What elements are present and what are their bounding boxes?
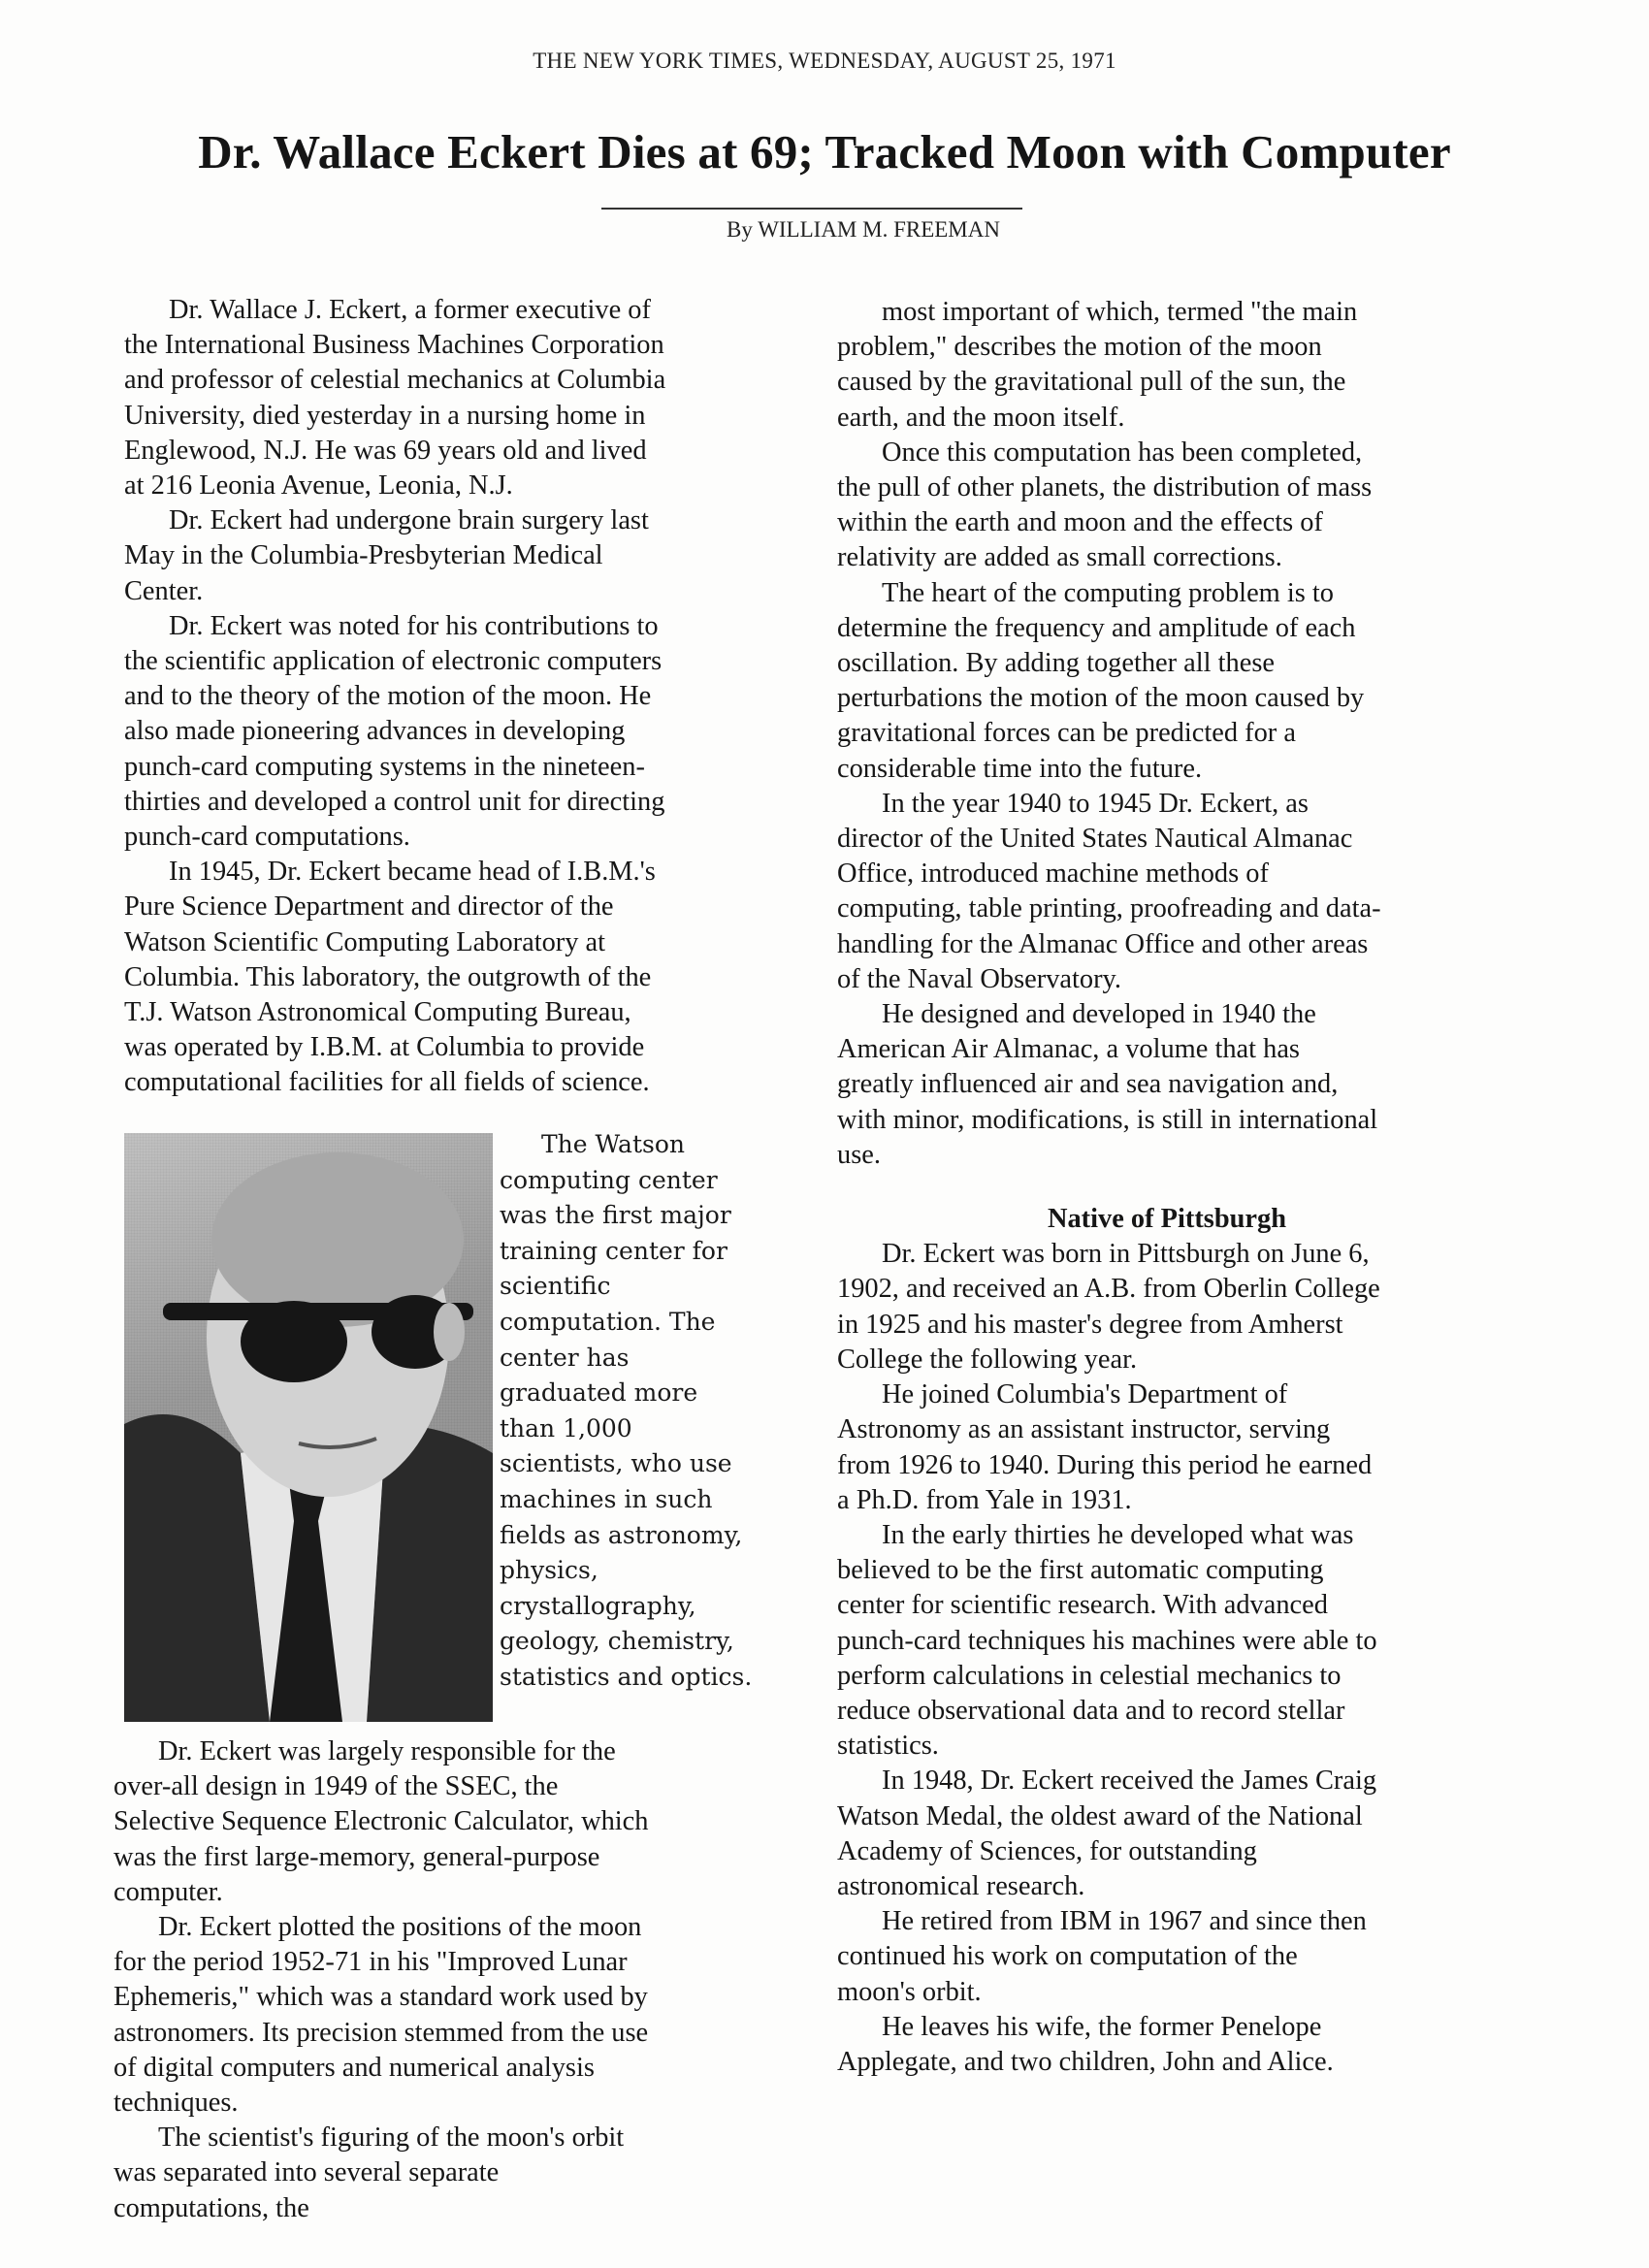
text-line: oscillation. By adding together all these (837, 648, 1275, 679)
text-line: with minor, modifications, is still in international (837, 1104, 1378, 1135)
text-line: continued his work on computation of the (837, 1941, 1298, 1972)
text-line: moon's orbit. (837, 1976, 982, 2007)
text-line: astronomers. Its precision stemmed from the use (113, 2017, 649, 2048)
text-line: Pure Science Department and director of the (124, 891, 614, 923)
text-line: for the period 1952-71 in his "Improved Lunar (113, 1947, 628, 1978)
text-line: In the early thirties he developed what was (882, 1519, 1354, 1550)
paragraph (113, 1910, 792, 2121)
portrait-photo (124, 1133, 493, 1722)
dateline: THE NEW YORK TIMES, WEDNESDAY, AUGUST 25, 1971 (533, 49, 1116, 73)
paragraph (837, 1518, 1497, 1764)
text-line: computational facilities for all fields of science. (124, 1067, 650, 1098)
text-line: problem," describes the motion of the moon (837, 332, 1322, 363)
paragraph (837, 436, 1497, 576)
paragraph (113, 1734, 792, 1910)
text-line: computation. The (500, 1307, 716, 1336)
text-line: Dr. Eckert was largely responsible for the (158, 1736, 616, 1766)
text-line: The Watson (541, 1130, 685, 1158)
paragraph (837, 1377, 1497, 1518)
text-line: geology, chemistry, (500, 1627, 734, 1656)
text-line: was the first large-memory, general-purpose (113, 1841, 600, 1872)
text-line: He joined Columbia's Department of (882, 1379, 1288, 1410)
text-line: believed to be the first automatic computing (837, 1555, 1324, 1586)
text-line: of the Naval Observatory. (837, 963, 1121, 994)
text-line: from 1926 to 1940. During this period he earned (837, 1449, 1373, 1480)
paragraph (113, 2121, 792, 2226)
text-line: caused by the gravitational pull of the sun, the (837, 367, 1346, 398)
paragraph (124, 503, 784, 609)
text-line: handling for the Almanac Office and other areas (837, 928, 1369, 959)
right-column-bottom (837, 1237, 1497, 2080)
text-line: He retired from IBM in 1967 and since then (882, 1906, 1367, 1937)
text-line: was the first major (500, 1201, 731, 1230)
text-line: crystallography, (500, 1591, 696, 1620)
text-line: was operated by I.B.M. at Columbia to provide (124, 1032, 645, 1063)
article-column-right (837, 295, 1497, 2080)
text-line: American Air Almanac, a volume that has (837, 1034, 1300, 1065)
text-line: May in the Columbia-Presbyterian Medical (124, 540, 603, 571)
headline: Dr. Wallace Eckert Dies at 69; Tracked Moon with Computer (198, 125, 1451, 178)
text-line: scientists, who use (500, 1449, 732, 1478)
photo-sidebar-text (500, 1127, 752, 1696)
text-line: center has (500, 1343, 630, 1372)
text-line: than 1,000 (500, 1413, 632, 1442)
text-line: considerable time into the future. (837, 753, 1203, 784)
text-line: reduce observational data and to record stellar (837, 1695, 1345, 1726)
text-line: College the following year. (837, 1344, 1138, 1375)
text-line: Astronomy as an assistant instructor, serving (837, 1414, 1331, 1445)
text-line: over-all design in 1949 of the SSEC, the (113, 1771, 559, 1802)
text-line: determine the frequency and amplitude of each (837, 612, 1356, 643)
text-line: and professor of celestial mechanics at Columbia (124, 365, 666, 396)
text-line: the pull of other planets, the distribution of mass (837, 472, 1373, 503)
text-line: punch-card computing systems in the nineteen- (124, 751, 645, 782)
text-line: also made pioneering advances in developing (124, 716, 626, 747)
text-line: In 1945, Dr. Eckert became head of I.B.M.'s (169, 857, 656, 888)
text-line: techniques. (113, 2088, 239, 2119)
paragraph (837, 295, 1497, 436)
text-line: scientific (500, 1272, 611, 1301)
text-line: was separated into several separate (113, 2157, 500, 2188)
text-line: Dr. Wallace J. Eckert, a former executive of (169, 295, 651, 325)
text-line: the scientific application of electronic computers (124, 646, 663, 677)
paragraph (837, 1237, 1497, 1377)
text-line: punch-card techniques his machines were able to (837, 1625, 1377, 1656)
text-line: physics, (500, 1556, 598, 1585)
text-line: within the earth and moon and the effects of (837, 507, 1323, 538)
text-line: Watson Scientific Computing Laboratory at (124, 926, 606, 957)
text-line: and to the theory of the motion of the moon. He (124, 681, 652, 712)
text-line: Ephemeris," which was a standard work used by (113, 1982, 648, 2013)
text-line: center for scientific research. With advanced (837, 1590, 1328, 1621)
text-line: Watson Medal, the oldest award of the National (837, 1800, 1363, 1831)
paragraph (837, 997, 1497, 1173)
text-line: statistics. (837, 1731, 939, 1762)
paragraph (837, 1764, 1497, 1904)
text-line: Englewood, N.J. He was 69 years old and lived (124, 435, 647, 466)
text-line: use. (837, 1139, 881, 1170)
text-line: Dr. Eckert had undergone brain surgery last (169, 505, 649, 536)
text-line: Center. (124, 575, 204, 606)
text-line: relativity are added as small corrections. (837, 542, 1282, 573)
text-line: earth, and the moon itself. (837, 402, 1125, 433)
article-column-left-bottom (113, 1734, 792, 2226)
text-line: fields as astronomy, (500, 1520, 743, 1549)
text-line: Office, introduced machine methods of (837, 859, 1269, 890)
text-line: punch-card computations. (124, 822, 410, 853)
paragraph (837, 1904, 1497, 2010)
text-line: perturbations the motion of the moon caused by (837, 683, 1365, 714)
text-line: director of the United States Nautical Almanac (837, 824, 1353, 855)
text-line: graduated more (500, 1378, 698, 1408)
text-line: Dr. Eckert was born in Pittsburgh on June 6, (882, 1239, 1370, 1270)
text-line: 1902, and received an A.B. from Oberlin College (837, 1274, 1380, 1305)
text-line: of digital computers and numerical analysis (113, 2052, 595, 2083)
paragraph (837, 787, 1497, 997)
text-line: Academy of Sciences, for outstanding (837, 1835, 1257, 1866)
text-line: The scientist's figuring of the moon's orbit (158, 2122, 625, 2154)
text-line: He leaves his wife, the former Penelope (882, 2011, 1322, 2042)
text-line: a Ph.D. from Yale in 1931. (837, 1484, 1132, 1515)
text-line: most important of which, termed "the main (882, 297, 1358, 327)
paragraph (124, 855, 784, 1100)
text-line: Applegate, and two children, John and Alice. (837, 2046, 1334, 2077)
text-line: University, died yesterday in a nursing home in (124, 400, 646, 431)
paragraph (124, 293, 784, 503)
text-line: In the year 1940 to 1945 Dr. Eckert, as (882, 788, 1309, 819)
text-line: computing center (500, 1165, 718, 1194)
text-line: training center for (500, 1236, 728, 1265)
text-line: Columbia. This laboratory, the outgrowth of the (124, 961, 652, 992)
paragraph (837, 576, 1497, 787)
text-line: machines in such (500, 1484, 713, 1513)
text-line: computing, table printing, proofreading and data- (837, 893, 1381, 924)
paragraph (837, 2010, 1497, 2080)
text-line: the International Business Machines Corporation (124, 330, 664, 361)
headline-rule (601, 208, 1022, 210)
text-line: statistics and optics. (500, 1662, 753, 1691)
text-line: perform calculations in celestial mechanics to (837, 1660, 1342, 1691)
right-column-top (837, 295, 1497, 1173)
text-line: Selective Sequence Electronic Calculator, which (113, 1806, 649, 1837)
text-line: computer. (113, 1876, 223, 1907)
text-line: The heart of the computing problem is to (882, 577, 1334, 608)
text-line: T.J. Watson Astronomical Computing Bureau, (124, 997, 631, 1028)
text-line: In 1948, Dr. Eckert received the James Craig (882, 1766, 1377, 1797)
text-line: Once this computation has been completed, (882, 437, 1363, 468)
paragraph (124, 609, 784, 855)
section-subhead: Native of Pittsburgh (1047, 1204, 1287, 1235)
text-line: He designed and developed in 1940 the (882, 999, 1316, 1030)
text-line: astronomical research. (837, 1870, 1085, 1901)
text-line: in 1925 and his master's degree from Amherst (837, 1309, 1343, 1340)
text-line: gravitational forces can be predicted for a (837, 718, 1296, 749)
text-line: thirties and developed a control unit for directing (124, 786, 665, 817)
article-column-left-top (124, 293, 784, 1101)
text-line: computations, the (113, 2192, 309, 2223)
byline: By WILLIAM M. FREEMAN (727, 217, 1000, 242)
text-line: Dr. Eckert plotted the positions of the moon (158, 1912, 642, 1943)
text-line: Dr. Eckert was noted for his contributions to (169, 610, 659, 641)
text-line: greatly influenced air and sea navigation and, (837, 1069, 1339, 1100)
text-line: at 216 Leonia Avenue, Leonia, N.J. (124, 470, 513, 502)
